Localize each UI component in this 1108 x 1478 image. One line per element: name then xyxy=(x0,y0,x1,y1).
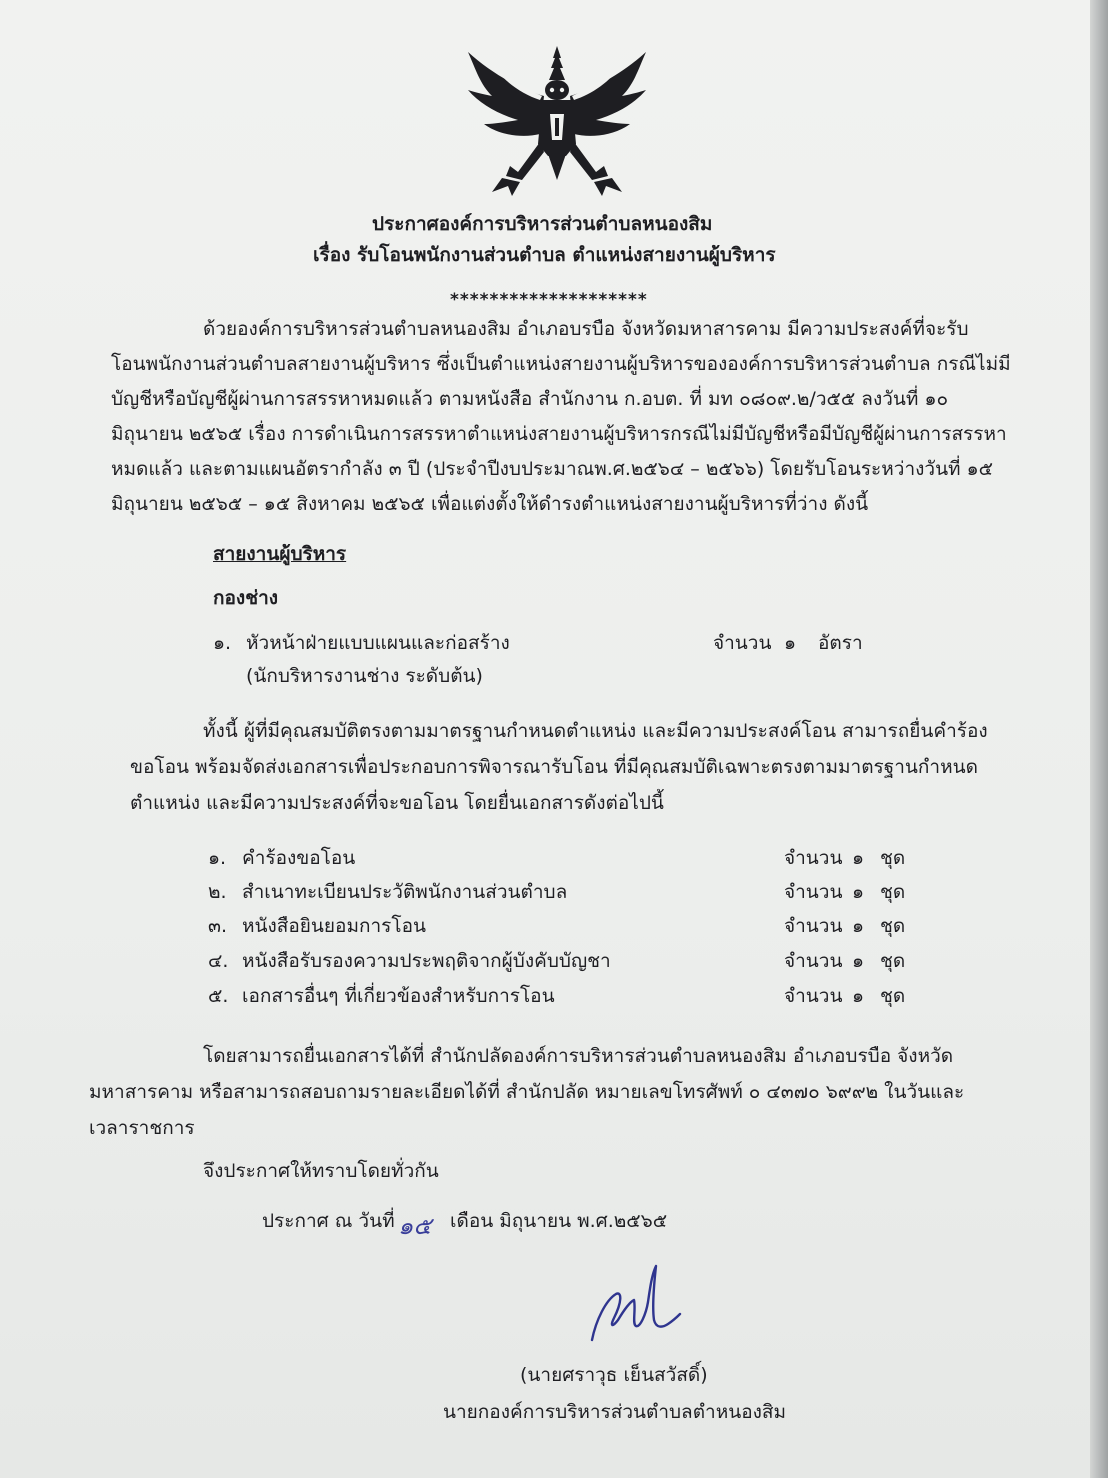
intro-line: โอนพนักงานส่วนตำบลสายงานผู้บริหาร ซึ่งเป็นตำแหน่งสายงานผู้บริหารขององค์การบริหารส่วนตำบล กรณีไม่มี xyxy=(111,353,1011,375)
document-count: ๑ xyxy=(852,985,865,1007)
position-count-label: จำนวน xyxy=(713,632,772,654)
qualify-line: ทั้งนี้ ผู้ที่มีคุณสมบัติตรงตามมาตรฐานกำหนดตำแหน่ง และมีความประสงค์โอน สามารถยื่นคำร้อง xyxy=(203,720,988,742)
document-subject: เรื่อง รับโอนพนักงานส่วนตำบล ตำแหน่งสายงานผู้บริหาร xyxy=(313,244,776,266)
contact-line: มหาสารคาม หรือสามารถสอบถามรายละเอียดได้ที่ สำนักปลัด หมายเลขโทรศัพท์ ๐ ๔๓๗๐ ๖๙๙๒ ในวันและ xyxy=(89,1081,965,1103)
document-count-label: จำนวน xyxy=(784,847,843,869)
document-number: ๕. xyxy=(208,985,229,1007)
document-count: ๑ xyxy=(852,915,865,937)
document-count-label: จำนวน xyxy=(784,985,843,1007)
document-number: ๑. xyxy=(208,847,227,869)
signature-mark xyxy=(582,1262,712,1352)
position-name: หัวหน้าฝ่ายแบบแผนและก่อสร้าง xyxy=(246,632,510,654)
document-unit: ชุด xyxy=(880,881,906,903)
document-name: คำร้องขอโอน xyxy=(242,847,356,869)
position-level: (นักบริหารงานช่าง ระดับต้น) xyxy=(246,665,483,687)
document-number: ๔. xyxy=(208,950,229,972)
division-name: กองช่าง xyxy=(213,587,279,609)
separator-stars: ******************** xyxy=(450,290,648,310)
garuda-emblem-icon xyxy=(462,44,652,204)
document-count-label: จำนวน xyxy=(784,881,843,903)
document-name: หนังสือยินยอมการโอน xyxy=(242,915,426,937)
contact-line: เวลาราชการ xyxy=(89,1117,195,1139)
contact-line: โดยสามารถยื่นเอกสารได้ที่ สำนักปลัดองค์การบริหารส่วนตำบลหนองสิม อำเภอบรบือ จังหวัด xyxy=(203,1045,954,1067)
position-number: ๑. xyxy=(213,632,232,654)
document-unit: ชุด xyxy=(880,915,906,937)
intro-line: บัญชีหรือบัญชีผู้ผ่านการสรรหาหมดแล้ว ตามหนังสือ สำนักงาน ก.อบต. ที่ มท ๐๘๐๙.๒/ว๕๕ ลงวันที่ ๑๐ xyxy=(111,388,949,410)
document-count-label: จำนวน xyxy=(784,950,843,972)
position-count-unit: อัตรา xyxy=(818,632,863,654)
intro-line: มิถุนายน ๒๕๖๕ – ๑๕ สิงหาคม ๒๕๖๕ เพื่อแต่งตั้งให้ดำรงตำแหน่งสายงานผู้บริหารที่ว่าง ดังนี้ xyxy=(111,493,869,515)
document-count: ๑ xyxy=(852,950,865,972)
intro-line: หมดแล้ว และตามแผนอัตรากำลัง ๓ ปี (ประจำปีงบประมาณพ.ศ.๒๕๖๔ – ๒๕๖๖) โดยรับโอนระหว่างวันที่ ๑๕ xyxy=(111,458,994,480)
date-suffix: เดือน มิถุนายน พ.ศ.๒๕๖๕ xyxy=(450,1210,668,1232)
document-count: ๑ xyxy=(852,881,865,903)
document-name: สำเนาทะเบียนประวัติพนักงานส่วนตำบล xyxy=(242,881,568,903)
document-name: หนังสือรับรองความประพฤติจากผู้บังคับบัญชา xyxy=(242,950,611,972)
intro-line: ด้วยองค์การบริหารส่วนตำบลหนองสิม อำเภอบรบือ จังหวัดมหาสารคาม มีความประสงค์ที่จะรับ xyxy=(203,318,969,340)
document-title: ประกาศองค์การบริหารส่วนตำบลหนองสิม xyxy=(372,213,713,235)
document-unit: ชุด xyxy=(880,985,906,1007)
signer-name: (นายศราวุธ เย็นสวัสดิ์) xyxy=(520,1364,708,1386)
intro-line: มิถุนายน ๒๕๖๕ เรื่อง การดำเนินการสรรหาตำแหน่งสายงานผู้บริหารกรณีไม่มีบัญชีหรือมีบัญชีผู้ผ่านการสรรหา xyxy=(111,423,1007,445)
qualify-line: ตำแหน่ง และมีความประสงค์ที่จะขอโอน โดยยื่นเอกสารดังต่อไปนี้ xyxy=(130,792,664,814)
date-prefix: ประกาศ ณ วันที่ xyxy=(262,1210,395,1232)
document-count-label: จำนวน xyxy=(784,915,843,937)
position-count-number: ๑ xyxy=(784,632,797,654)
document-unit: ชุด xyxy=(880,950,906,972)
announce-line: จึงประกาศให้ทราบโดยทั่วกัน xyxy=(203,1160,439,1182)
date-day-handwritten: ๑๕ xyxy=(398,1212,432,1240)
signer-title: นายกองค์การบริหารส่วนตำบลตำหนองสิม xyxy=(443,1401,787,1423)
document-count: ๑ xyxy=(852,847,865,869)
document-number: ๒. xyxy=(208,881,227,903)
line-heading: สายงานผู้บริหาร xyxy=(213,543,347,565)
document-name: เอกสารอื่นๆ ที่เกี่ยวข้องสำหรับการโอน xyxy=(242,985,555,1007)
document-number: ๓. xyxy=(208,915,228,937)
document-unit: ชุด xyxy=(880,847,906,869)
qualify-line: ขอโอน พร้อมจัดส่งเอกสารเพื่อประกอบการพิจารณารับโอน ที่มีคุณสมบัติเฉพาะตรงตามมาตรฐานกำหนด xyxy=(130,756,978,778)
page-edge-shadow xyxy=(1090,0,1108,1478)
